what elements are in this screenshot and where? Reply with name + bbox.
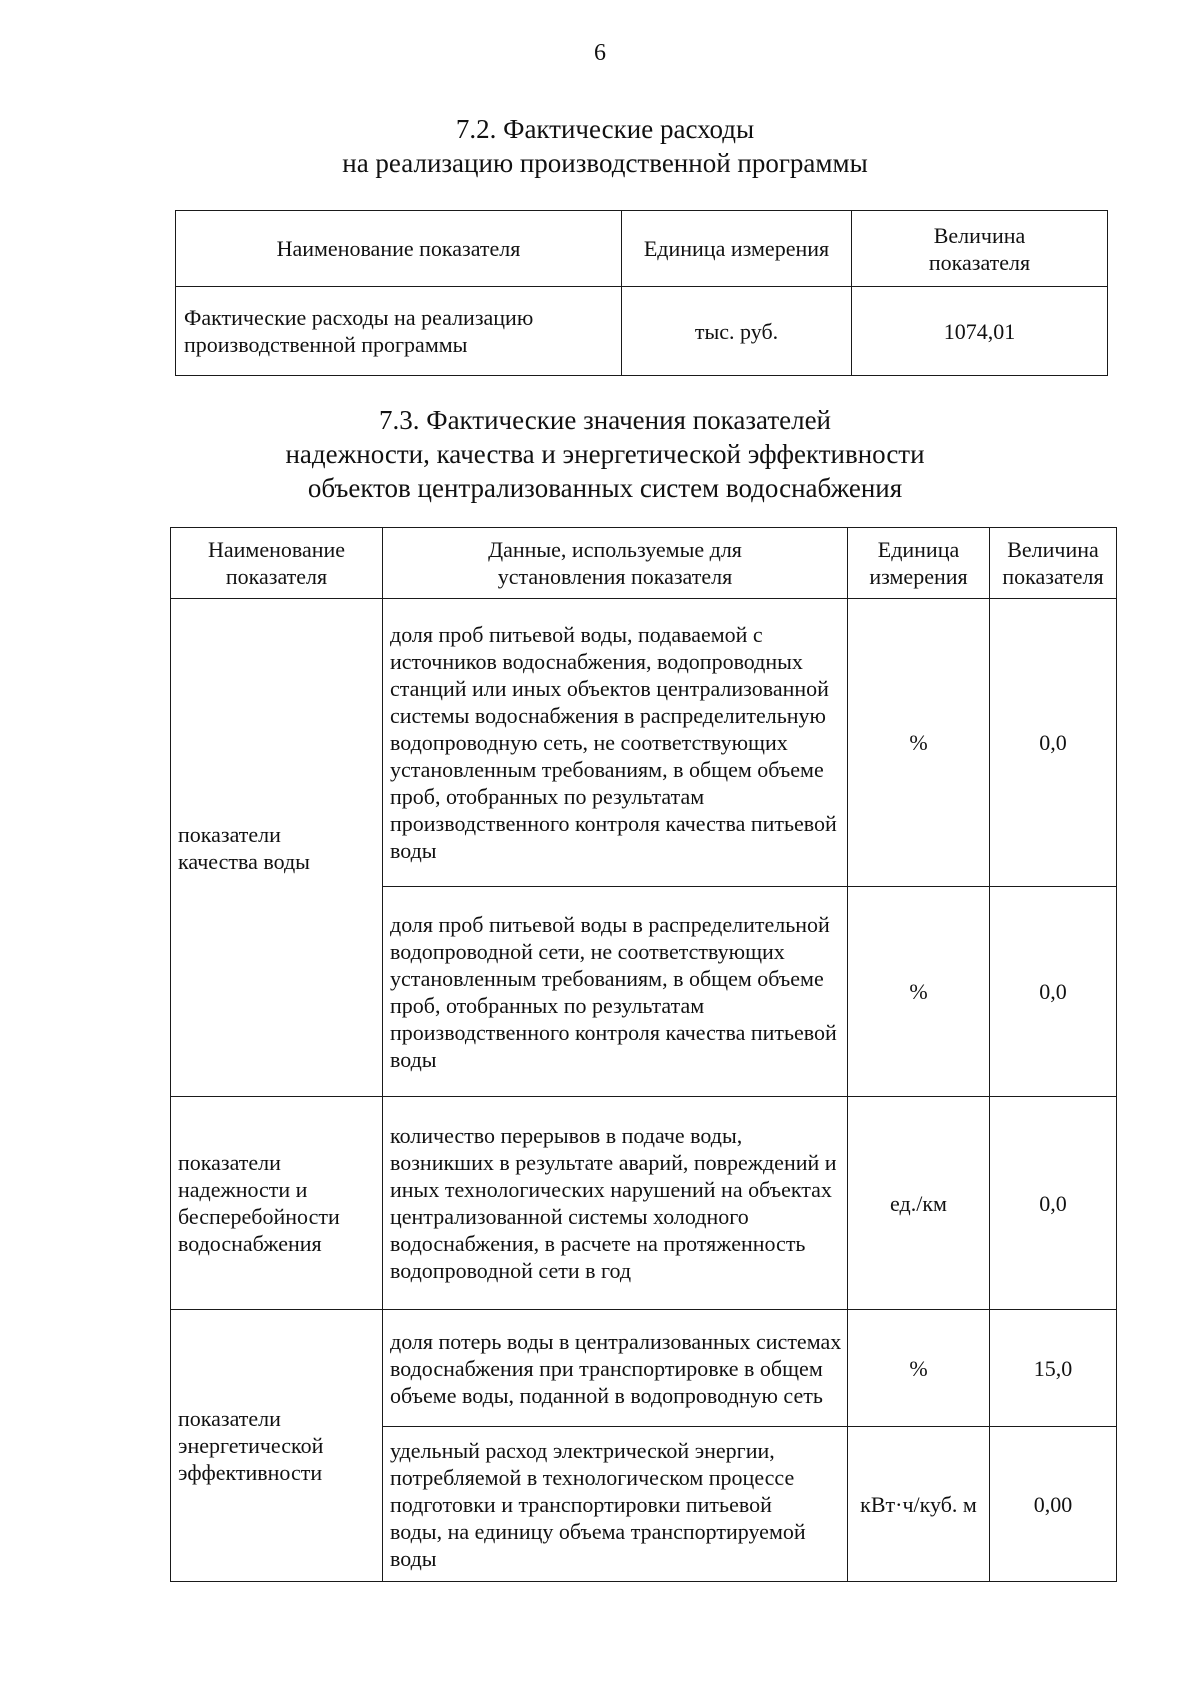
table-row xyxy=(171,1310,1117,1427)
header-value: Величина показателя xyxy=(852,211,1108,287)
header-unit: Единица измерения xyxy=(848,528,990,599)
indicators-table xyxy=(170,527,1117,1582)
section-7-3-title-line: надежности, качества и энергетической эффективности xyxy=(285,439,925,469)
value-cell: 0,0 xyxy=(990,887,1117,1097)
indicator-name-cell: Фактические расходы на реализацию производственной программы xyxy=(176,287,622,376)
expenses-table xyxy=(175,210,1108,376)
indicators-table-header-row xyxy=(171,528,1117,599)
header-indicator-name: Наименование показателя xyxy=(176,211,622,287)
section-7-2-title xyxy=(0,112,1200,180)
table-row xyxy=(171,1097,1117,1310)
header-indicator-name: Наименование показателя xyxy=(171,528,383,599)
unit-cell: тыс. руб. xyxy=(622,287,852,376)
page-number: 6 xyxy=(594,40,606,66)
section-7-2-title-line: на реализацию производственной программы xyxy=(342,148,868,178)
unit-cell: % xyxy=(848,887,990,1097)
unit-cell: % xyxy=(848,1310,990,1427)
expenses-table-header-row xyxy=(176,211,1108,287)
description-cell: доля потерь воды в централизованных системах водоснабжения при транспортировке в общем объеме воды, поданной в водопроводную сеть xyxy=(383,1310,848,1427)
section-7-3-title-line: объектов централизованных систем водоснабжения xyxy=(307,473,903,503)
value-cell: 15,0 xyxy=(990,1310,1117,1427)
group-reliability-cell: показатели надежности и бесперебойности водоснабжения xyxy=(171,1097,383,1310)
description-cell: удельный расход электрической энергии, потребляемой в технологическом процессе подготовки и транспортировки питьевой воды, на единицу объема транспортируемой воды xyxy=(383,1427,848,1582)
section-7-2-title-line: 7.2. Фактические расходы xyxy=(455,114,755,144)
unit-cell: кВт·ч/куб. м xyxy=(848,1427,990,1582)
value-cell: 0,00 xyxy=(990,1427,1117,1582)
unit-cell: % xyxy=(848,599,990,887)
section-7-3-title-line: 7.3. Фактические значения показателей xyxy=(378,405,832,435)
value-cell: 1074,01 xyxy=(852,287,1108,376)
value-cell: 0,0 xyxy=(990,599,1117,887)
unit-cell: ед./км xyxy=(848,1097,990,1310)
description-cell: доля проб питьевой воды в распределительной водопроводной сети, не соответствующих установленным требованиям, в общем объеме проб, отобранных по результатам производственного контроля качества питьевой воды xyxy=(383,887,848,1097)
section-7-3-title xyxy=(0,403,1200,505)
value-cell: 0,0 xyxy=(990,1097,1117,1310)
header-data-used: Данные, используемые для установления показателя xyxy=(383,528,848,599)
table-row xyxy=(171,599,1117,887)
group-energy-cell: показатели энергетической эффективности xyxy=(171,1310,383,1582)
description-cell: доля проб питьевой воды, подаваемой с источников водоснабжения, водопроводных станций или иных объектов централизованной системы водоснабжения в распределительную водопроводную сеть, не соответствующих установленным требованиям, в общем объеме проб, отобранных по результатам производственного контроля качества питьевой воды xyxy=(383,599,848,887)
description-cell: количество перерывов в подаче воды, возникших в результате аварий, повреждений и иных технологических нарушений на объектах централизованной системы холодного водоснабжения, в расчете на протяженность водопроводной сети в год xyxy=(383,1097,848,1310)
header-unit: Единица измерения xyxy=(622,211,852,287)
header-value: Величина показателя xyxy=(990,528,1117,599)
group-quality-cell: показатели качества воды xyxy=(171,599,383,1097)
table-row xyxy=(176,287,1108,376)
